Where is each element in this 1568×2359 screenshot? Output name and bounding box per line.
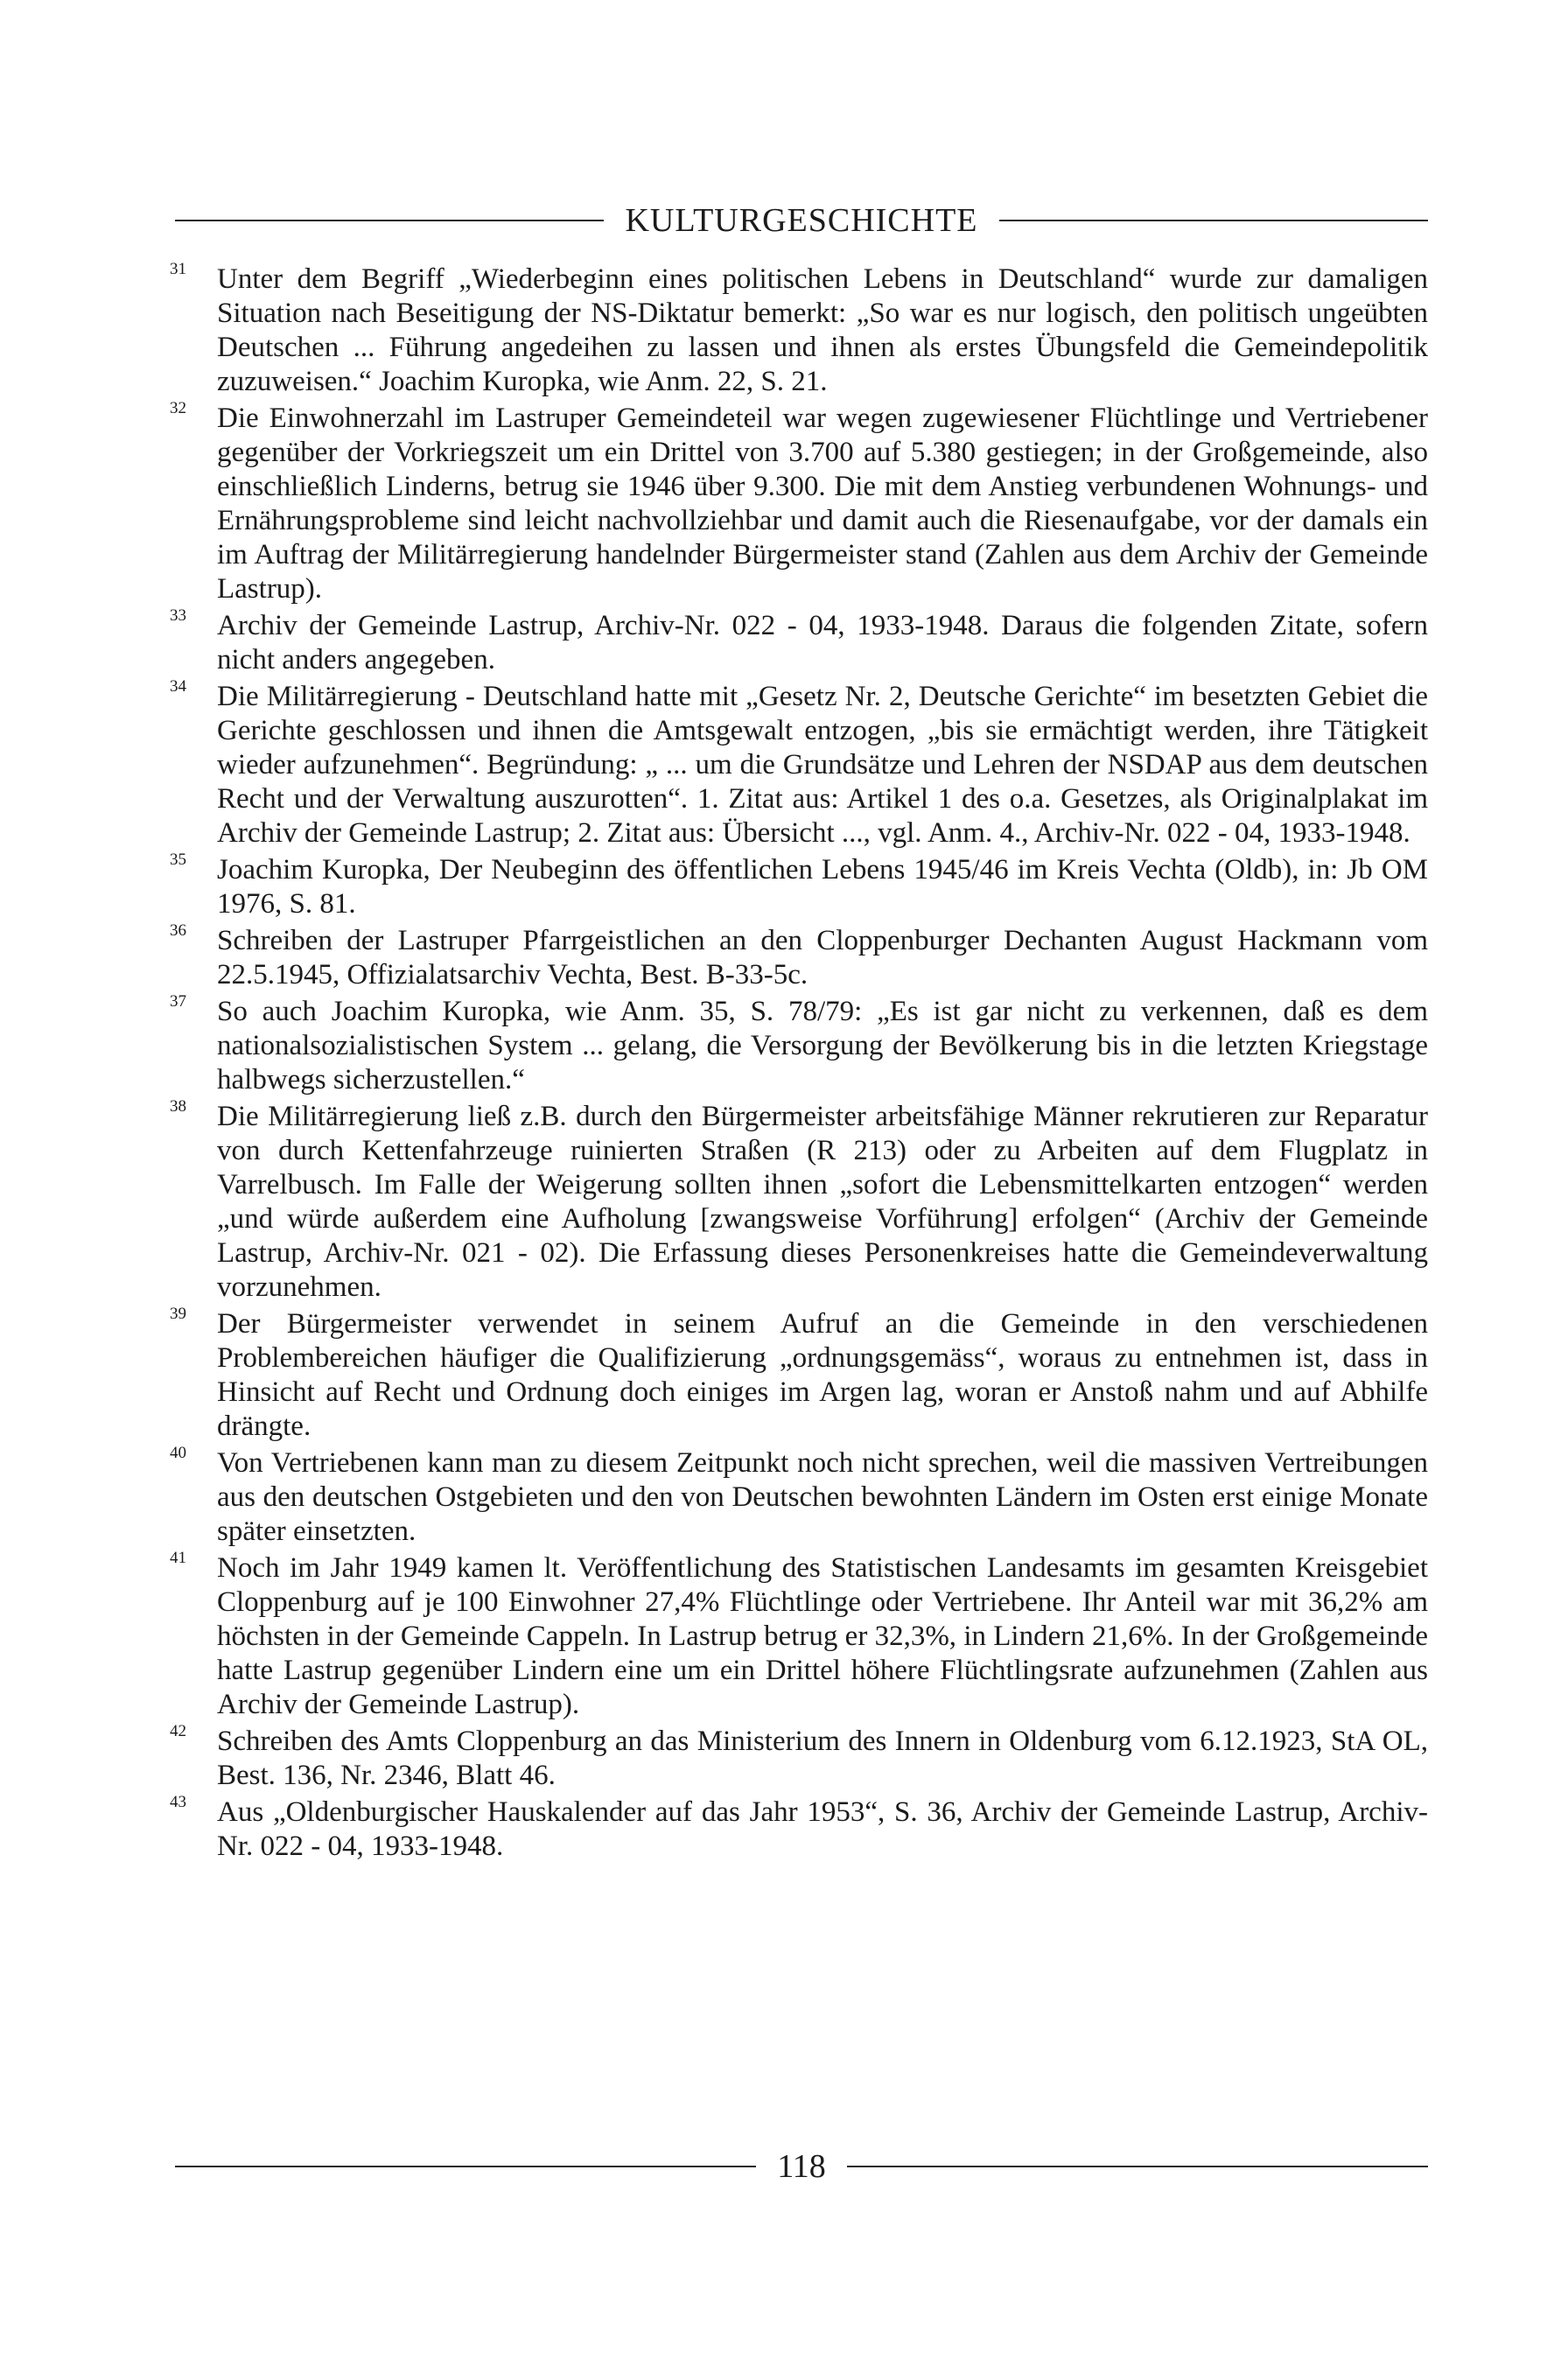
footnote-number: 40 xyxy=(170,1444,186,1462)
footnote-37 xyxy=(170,992,1428,1097)
footnote-39 xyxy=(170,1305,1428,1444)
footnote-35 xyxy=(170,850,1428,921)
header-rule-right xyxy=(999,220,1428,221)
footnote-32 xyxy=(170,399,1428,606)
running-head xyxy=(175,194,1428,247)
footnote-number: 41 xyxy=(170,1549,186,1567)
footnote-41 xyxy=(170,1549,1428,1722)
footnote-38 xyxy=(170,1097,1428,1305)
footnote-number: 36 xyxy=(170,921,186,940)
footer-rule-left xyxy=(175,2166,756,2167)
page-footer xyxy=(175,2142,1428,2191)
footnote-text: So auch Joachim Kuropka, wie Anm. 35, S. 78/79: „Es ist gar nicht zu verkennen, daß es dem nationalsozialistischen System ... gelang, die Versorgung der Bevölkerung bis in die letzten Kriegstage halbwegs sicherzustellen.“ xyxy=(217,996,1428,1096)
footnote-number: 34 xyxy=(170,677,186,696)
footnote-number: 42 xyxy=(170,1722,186,1740)
footnote-number: 38 xyxy=(170,1097,186,1116)
footnote-text: Schreiben der Lastruper Pfarrgeistlichen an den Cloppenburger Dechanten August Hackmann vom 22.5.1945, Offizialatsarchiv Vechta, Best. B-33-5c. xyxy=(217,925,1428,990)
footnote-number: 31 xyxy=(170,260,186,278)
footnote-text: Von Vertriebenen kann man zu diesem Zeitpunkt noch nicht sprechen, weil die massiven Vertreibungen aus den deutschen Ostgebieten und den von Deutschen bewohnten Ländern im Osten erst einige Monate später einsetzten. xyxy=(217,1447,1428,1547)
footnote-number: 37 xyxy=(170,992,186,1011)
footnote-list xyxy=(170,260,1428,1866)
footnote-text: Schreiben des Amts Cloppenburg an das Ministerium des Innern in Oldenburg vom 6.12.1923, StA OL, Best. 136, Nr. 2346, Blatt 46. xyxy=(217,1726,1428,1791)
footer-rule-right xyxy=(847,2166,1428,2167)
footnote-number: 43 xyxy=(170,1793,186,1811)
footnote-text: Aus „Oldenburgischer Hauskalender auf das Jahr 1953“, S. 36, Archiv der Gemeinde Lastrup, Archiv-Nr. 022 - 04, 1933-1948. xyxy=(217,1796,1428,1862)
footnote-number: 35 xyxy=(170,850,186,869)
footnote-34 xyxy=(170,677,1428,850)
page-number: 118 xyxy=(777,2148,826,2185)
footnote-number: 33 xyxy=(170,606,186,625)
footnote-42 xyxy=(170,1722,1428,1793)
footnote-text: Noch im Jahr 1949 kamen lt. Veröffentlichung des Statistischen Landesamts im gesamten Kreisgebiet Cloppenburg auf je 100 Einwohner 27,4% Flüchtlinge oder Vertriebene. Ihr Anteil war mit 36,2% am höchsten in der Gemeinde Cappeln. In Lastrup betrug er 32,3%, in Lindern 21,6%. In der Großgemeinde hatte Lastrup gegenüber Lindern eine um ein Drittel höhere Flüchtlingsrate aufzunehmen (Zahlen aus Archiv der Gemeinde Lastrup). xyxy=(217,1552,1428,1720)
footnote-text: Unter dem Begriff „Wiederbeginn eines politischen Lebens in Deutschland“ wurde zur damaligen Situation nach Beseitigung der NS-Diktatur bemerkt: „So war es nur logisch, den politisch ungeübten Deutschen ... Führung angedeihen zu lassen und ihnen als erstes Übungsfeld die Gemeindepolitik zuzuweisen.“ Joachim Kuropka, wie Anm. 22, S. 21. xyxy=(217,263,1428,397)
header-rule-left xyxy=(175,220,604,221)
footnote-40 xyxy=(170,1444,1428,1549)
section-title: KULTURGESCHICHTE xyxy=(625,202,978,239)
footnote-33 xyxy=(170,606,1428,677)
footnote-number: 39 xyxy=(170,1305,186,1323)
footnote-text: Die Militärregierung - Deutschland hatte mit „Gesetz Nr. 2, Deutsche Gerichte“ im besetzten Gebiet die Gerichte geschlossen und ihnen die Amtsgewalt entzogen, „bis sie ermächtigt werden, ihre Tätigkeit wieder aufzunehmen“. Begründung: „ ... um die Grundsätze und Lehren der NSDAP aus dem deutschen Recht und der Verwaltung auszurotten“. 1. Zitat aus: Artikel 1 des o.a. Gesetzes, als Originalplakat im Archiv der Gemeinde Lastrup; 2. Zitat aus: Übersicht ..., vgl. Anm. 4., Archiv-Nr. 022 - 04, 1933-1948. xyxy=(217,681,1428,849)
footnote-text: Die Militärregierung ließ z.B. durch den Bürgermeister arbeitsfähige Männer rekrutieren zur Reparatur von durch Kettenfahrzeuge ruinierten Straßen (R 213) oder zu Arbeiten auf dem Flugplatz in Varrelbusch. Im Falle der Weigerung sollten ihnen „sofort die Lebensmittelkarten entzogen“ werden „und würde außerdem eine Aufholung [zwangsweise Vorführung] erfolgen“ (Archiv der Gemeinde Lastrup, Archiv-Nr. 021 - 02). Die Erfassung dieses Personenkreises hatte die Gemeindeverwaltung vorzunehmen. xyxy=(217,1101,1428,1303)
footnote-text: Der Bürgermeister verwendet in seinem Aufruf an die Gemeinde in den verschiedenen Problembereichen häufiger die Qualifizierung „ordnungsgemäss“, woraus zu entnehmen ist, dass in Hinsicht auf Recht und Ordnung doch einiges im Argen lag, woran er Anstoß nahm und auf Abhilfe drängte. xyxy=(217,1308,1428,1442)
footnote-text: Archiv der Gemeinde Lastrup, Archiv-Nr. 022 - 04, 1933-1948. Daraus die folgenden Zitate, sofern nicht anders angegeben. xyxy=(217,610,1428,676)
footnote-43 xyxy=(170,1793,1428,1864)
footnote-text: Die Einwohnerzahl im Lastruper Gemeindeteil war wegen zugewiesener Flüchtlinge und Vertriebener gegenüber der Vorkriegszeit um ein Drittel von 3.700 auf 5.380 gestiegen; in der Großgemeinde, also einschließlich Linderns, betrug sie 1946 über 9.300. Die mit dem Anstieg verbundenen Wohnungs- und Ernährungsprobleme sind leicht nachvollziehbar und damit auch die Riesenaufgabe, vor der damals ein im Auftrag der Militärregierung handelnder Bürgermeister stand (Zahlen aus dem Archiv der Gemeinde Lastrup). xyxy=(217,402,1428,605)
footnote-number: 32 xyxy=(170,399,186,417)
footnote-text: Joachim Kuropka, Der Neubeginn des öffentlichen Lebens 1945/46 im Kreis Vechta (Oldb), in: Jb OM 1976, S. 81. xyxy=(217,854,1428,920)
footnote-31 xyxy=(170,260,1428,399)
footnote-36 xyxy=(170,921,1428,992)
